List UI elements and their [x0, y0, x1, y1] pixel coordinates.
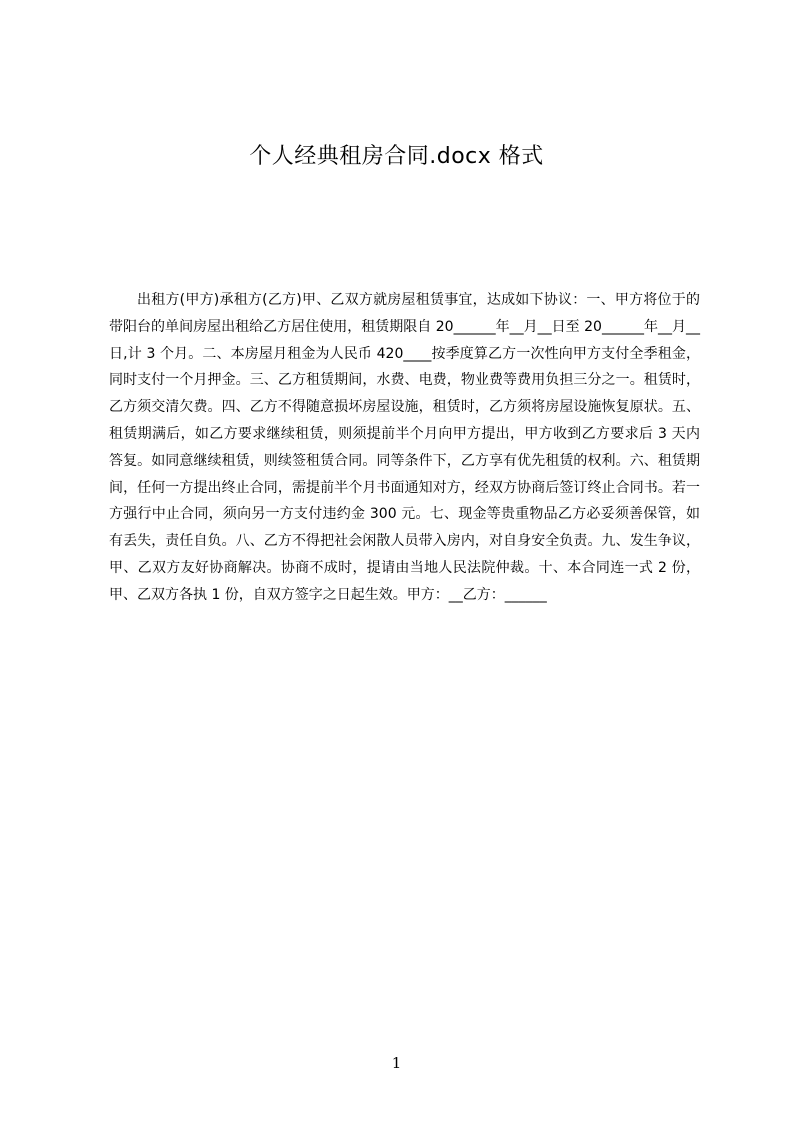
document-title: 个人经典租房合同.docx 格式 [249, 144, 544, 169]
page-number: 1 [391, 1054, 402, 1072]
contract-body-paragraph: 出租方(甲方)承租方(乙方)甲、乙双方就房屋租赁事宜，达成如下协议：一、甲方将位于的带阳台的单间房屋出租给乙方居住使用，租赁期限自 20______年__月__日至 20______年__月__日,计 3 个月。二、本房屋月租金为人民币 420____按季度算乙方一次性向甲方支付全季租金，同时支付一个月押金。三、乙方租赁期间，水费、电费，物业费等费用负担三分之一。租赁时，乙方须交清欠费。四、乙方不得随意损坏房屋设施，租赁时，乙方须将房屋设施恢复原状。五、租赁期满后，如乙方要求继续租赁，则须提前半个月向甲方提出，甲方收到乙方要求后 3 天内答复。如同意继续租赁，则续签租赁合同。同等条件下，乙方享有优先租赁的权利。六、租赁期间，任何一方提出终止合同，需提前半个月书面通知对方，经双方协商后签订终止合同书。若一方强行中止合同，须向另一方支付违约金 300 元。七、现金等贵重物品乙方必妥须善保管，如有丢失，责任自负。八、乙方不得把社会闲散人员带入房内，对自身安全负责。九、发生争议，甲、乙双方友好协商解决。协商不成时，提请由当地人民法院仲裁。十、本合同连一式 2 份，甲、乙双方各执 1 份，自双方签字之日起生效。甲方：__乙方：______ [109, 292, 700, 603]
